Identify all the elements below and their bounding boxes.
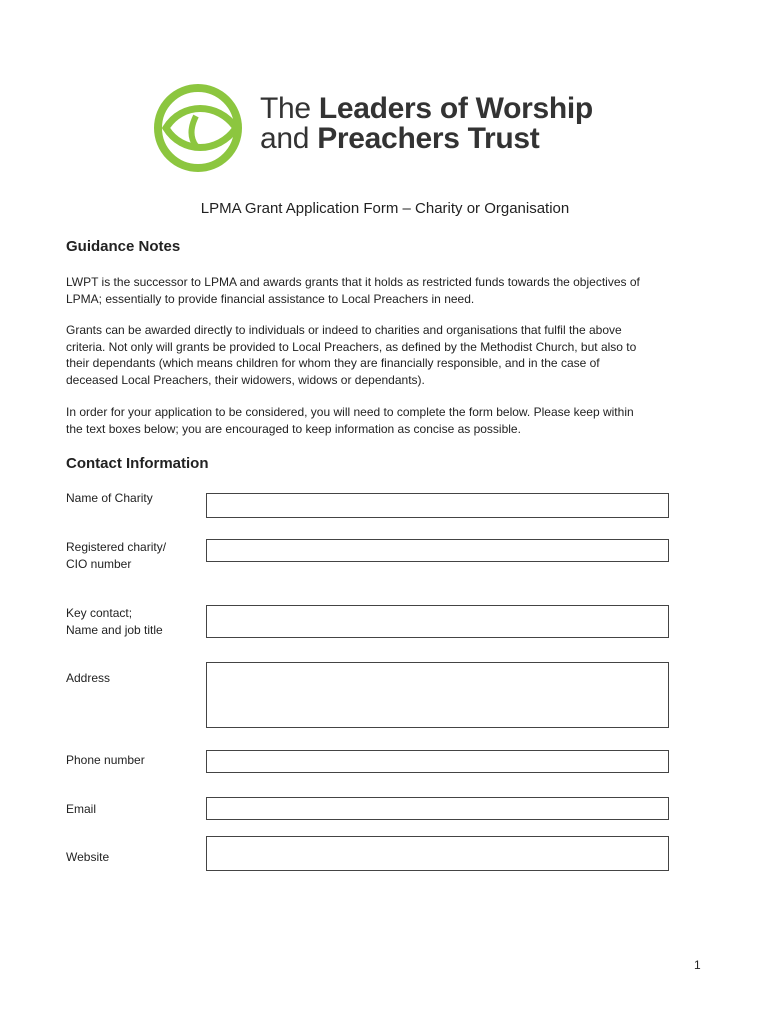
logo <box>152 82 612 174</box>
text-line: Registered charity/ <box>66 540 167 554</box>
text-line: their dependants (which means children for whom they are financially responsible, and in the case of <box>66 356 600 370</box>
website-field[interactable] <box>206 836 669 871</box>
text-line: CIO number <box>66 556 132 571</box>
guidance-paragraph-3 <box>66 404 696 437</box>
label-address: Address <box>66 671 111 685</box>
page-number: 1 <box>694 958 701 972</box>
guidance-heading: Guidance Notes <box>66 238 181 255</box>
label-phone-number: Phone number <box>66 753 145 767</box>
guidance-paragraph-2 <box>66 322 696 388</box>
contact-heading: Contact Information <box>66 455 209 472</box>
phone-number-field[interactable] <box>206 750 669 773</box>
logo-text-and: and <box>260 122 318 155</box>
address-field[interactable] <box>206 662 669 728</box>
text-line: LWPT is the successor to LPMA and awards grants that it holds as restricted funds towards the objectives of <box>66 275 640 289</box>
logo-text-the: The <box>260 92 319 125</box>
label-email: Email <box>66 802 97 816</box>
text-line: Grants can be awarded directly to individuals or indeed to charities and organisations that fulfil the above <box>66 323 622 337</box>
guidance-paragraph-1 <box>66 274 696 307</box>
logo-text-preachers: Preachers Trust <box>317 122 540 155</box>
logo-text-leaders: Leaders of Worship <box>318 92 593 125</box>
text-line: the text boxes below; you are encouraged to keep information as concise as possible. <box>66 421 521 436</box>
text-line: Key contact; <box>66 606 133 620</box>
fish-circle-icon <box>152 82 246 174</box>
label-registered-charity <box>66 539 201 572</box>
text-line: criteria. Not only will grants be provided to Local Preachers, as defined by the Methodist Church, but also to <box>66 339 637 354</box>
logo-wordmark <box>260 94 593 154</box>
text-line: In order for your application to be considered, you will need to complete the form below. Please keep within <box>66 405 634 419</box>
key-contact-field[interactable] <box>206 605 669 638</box>
name-of-charity-field[interactable] <box>206 493 669 518</box>
email-field[interactable] <box>206 797 669 820</box>
label-website: Website <box>66 850 110 864</box>
registered-charity-number-field[interactable] <box>206 539 669 562</box>
text-line: deceased Local Preachers, their widowers, widows or dependants). <box>66 372 425 387</box>
label-name-of-charity: Name of Charity <box>66 491 153 505</box>
label-key-contact <box>66 605 201 638</box>
text-line: Name and job title <box>66 622 163 637</box>
text-line: LPMA; essentially to provide financial assistance to Local Preachers in need. <box>66 291 475 306</box>
form-title: LPMA Grant Application Form – Charity or Organisation <box>200 200 570 217</box>
